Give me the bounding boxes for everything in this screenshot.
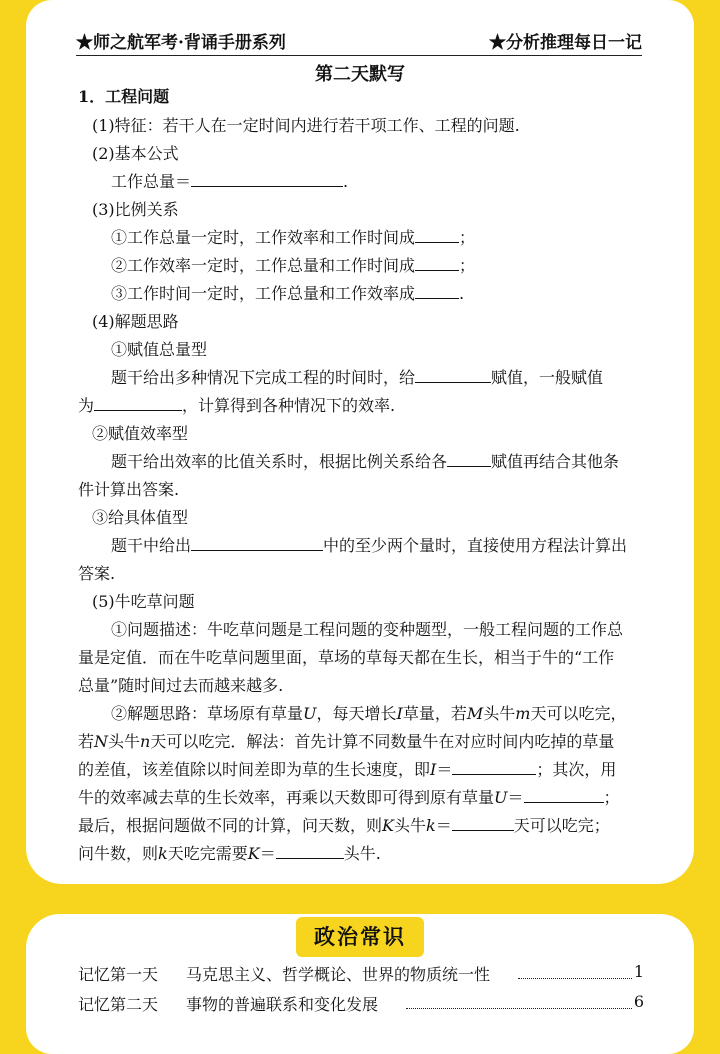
line-9: ①赋值总量型	[111, 340, 208, 359]
line-20: 量是定值．而在牛吃草问题里面，草场的草每天都在生长，相当于牛的“工作	[78, 648, 615, 667]
line-4: (3)比例关系	[92, 200, 179, 219]
answer-blank[interactable]	[415, 284, 459, 299]
line-10: 题干给出多种情况下完成工程的时间时，给 赋值，一般赋值	[111, 368, 604, 387]
header-series: ★师之航军考·背诵手册系列	[76, 33, 286, 53]
section-title-tag: 政治常识	[296, 917, 424, 957]
line-16: 题干中给出 中的至少两个量时，直接使用方程法计算出	[111, 536, 628, 555]
line-25: 牛的效率减去草的生长效率，再乘以天数即可得到原有草量U＝ ；	[78, 788, 620, 807]
line-17: 答案.	[78, 564, 116, 583]
page-header	[76, 24, 642, 54]
line-23: 若N头牛n天可以吃完．解法：首先计算不同数量牛在对应时间内吃掉的草量	[78, 732, 615, 751]
line-7: ③工作时间一定时，工作总量和工作效率成 .	[111, 284, 465, 303]
line-12: ②赋值效率型	[92, 424, 189, 443]
line-1: (1)特征：若干人在一定时间内进行若干项工作、工程的问题.	[92, 116, 520, 135]
header-divider	[76, 55, 642, 56]
toc-leader	[518, 966, 632, 979]
toc-leader	[406, 996, 632, 1009]
line-3: 工作总量＝ .	[111, 172, 349, 191]
answer-blank[interactable]	[415, 368, 491, 383]
line-21: 总量”随时间过去而越来越多.	[78, 676, 284, 695]
toc-page: 6	[633, 992, 644, 1011]
line-11: 为 ，计算得到各种情况下的效率.	[78, 396, 396, 415]
answer-blank[interactable]	[415, 228, 459, 243]
toc-entry[interactable]	[78, 962, 644, 984]
line-15: ③给具体值型	[92, 508, 189, 527]
answer-blank[interactable]	[191, 536, 323, 551]
toc-page: 1	[633, 962, 644, 981]
line-22: ②解题思路：草场原有草量U，每天增长I草量，若M头牛m天可以吃完，	[111, 704, 627, 723]
line-27: 问牛数，则k天吃完需要K＝ 头牛.	[78, 844, 381, 863]
answer-blank[interactable]	[452, 760, 536, 775]
answer-blank[interactable]	[191, 172, 343, 187]
line-14: 件计算出答案.	[78, 480, 180, 499]
answer-blank[interactable]	[276, 844, 344, 859]
answer-blank[interactable]	[524, 788, 604, 803]
answer-blank[interactable]	[447, 452, 491, 467]
line-13: 题干给出效率的比值关系时，根据比例关系给各 赋值再结合其他条	[111, 452, 620, 471]
line-6: ②工作效率一定时，工作总量和工作时间成 ；	[111, 256, 476, 275]
line-8: (4)解题思路	[92, 312, 179, 331]
line-5: ①工作总量一定时，工作效率和工作时间成 ；	[111, 228, 476, 247]
toc-topic: 事物的普遍联系和变化发展	[186, 995, 379, 1014]
header-subtitle: ★分析推理每日一记	[489, 33, 642, 53]
page-title: 第二天默写	[315, 64, 405, 85]
toc-topic: 马克思主义、哲学概论、世界的物质统一性	[186, 965, 491, 984]
answer-blank[interactable]	[94, 396, 182, 411]
toc-day: 记忆第一天	[78, 965, 159, 984]
answer-blank[interactable]	[452, 816, 514, 831]
line-2: (2)基本公式	[92, 144, 179, 163]
line-24: 的差值，该差值除以时间差即为草的生长速度，即I＝ ；其次，用	[78, 760, 617, 779]
section-heading: 1．工程问题	[78, 87, 170, 106]
answer-blank[interactable]	[415, 256, 459, 271]
line-18: (5)牛吃草问题	[92, 592, 195, 611]
toc-day: 记忆第二天	[78, 995, 159, 1014]
line-26: 最后，根据问题做不同的计算，问天数，则K头牛k＝ 天可以吃完；	[78, 816, 610, 835]
toc-entry[interactable]	[78, 992, 644, 1014]
line-19: ①问题描述：牛吃草问题是工程问题的变种题型，一般工程问题的工作总	[111, 620, 624, 639]
